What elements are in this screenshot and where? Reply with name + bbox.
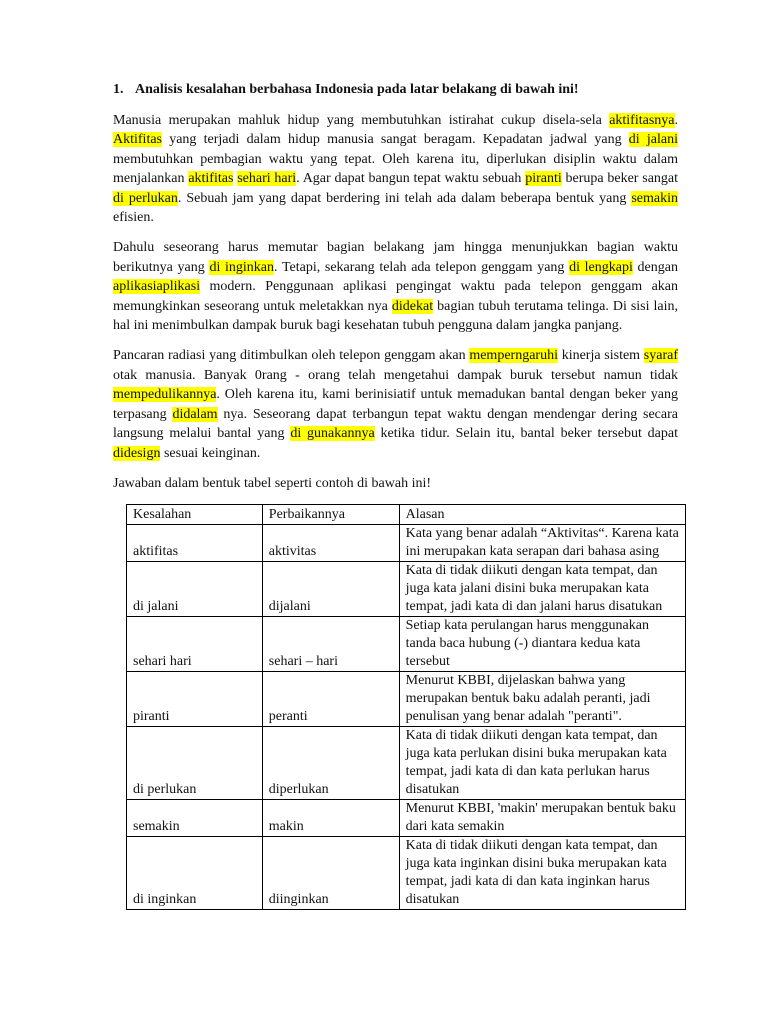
highlighted-error: piranti xyxy=(525,171,562,187)
question-number: 1. xyxy=(113,82,124,97)
paragraph-3: Pancaran radiasi yang ditimbulkan oleh telepon genggam akan memperngaruhi kinerja sistem syaraf otak manusia. Banyak 0rang - orang telah mengetahui dampak buruk tersebut namun tidak mempedulikannya. Oleh karena itu, kami berinisiatif untuk memadukan bantal dengan beker yang terpasang didalam nya. Seseorang dapat terbangun tepat waktu dengan mendengar dering secara langsung melalui bantal yang di gunakannya ketika tidur. Selain itu, bantal beker tersebut dapat didesign sesuai keinginan. xyxy=(113,348,678,461)
cell-reason: Kata yang benar adalah “Aktivitas“. Karena kata ini merupakan kata serapan dari bahasa asing xyxy=(399,525,685,562)
paragraph-1: Manusia merupakan mahluk hidup yang membutuhkan istirahat cukup disela-sela aktifitasnya. Aktifitas yang terjadi dalam hidup manusia sangat beragam. Kepadatan jadwal yang di jalani membutuhkan pembagian waktu yang tepat. Oleh karena itu, diperlukan disiplin waktu dalam menjalankan aktifitas sehari hari. Agar dapat bangun tepat waktu sebuah piranti berupa beker sangat di perlukan. Sebuah jam yang dapat berdering ini telah ada dalam beberapa bentuk yang semakin efisien. xyxy=(113,113,679,226)
cell-reason: Kata di tidak diikuti dengan kata tempat, dan juga kata perlukan disini buka merupakan kata tempat, jadi kata di dan kata perlukan harus disatukan xyxy=(399,727,685,800)
cell-reason: Setiap kata perulangan harus menggunakan tanda baca hubung (-) diantara kedua kata tersebut xyxy=(399,617,685,672)
cell-error: di inginkan xyxy=(127,837,263,910)
cell-fix: makin xyxy=(262,800,399,837)
cell-error: di perlukan xyxy=(127,727,263,800)
highlighted-error: di perlukan xyxy=(113,190,178,206)
question-heading xyxy=(113,80,678,99)
cell-fix: sehari – hari xyxy=(262,617,399,672)
instruction-text: Jawaban dalam bentuk tabel seperti contoh di bawah ini! xyxy=(113,475,432,491)
highlighted-error: di lengkapi xyxy=(569,259,633,275)
cell-fix: diinginkan xyxy=(262,837,399,910)
table-row xyxy=(127,800,686,837)
cell-fix: aktivitas xyxy=(262,525,399,562)
table-header-row xyxy=(127,505,686,525)
highlighted-error: syaraf xyxy=(643,348,678,364)
table-row xyxy=(127,837,686,910)
table-row xyxy=(127,672,686,727)
cell-reason: Menurut KBBI, 'makin' merupakan bentuk baku dari kata semakin xyxy=(399,800,685,837)
table-row xyxy=(127,727,686,800)
highlighted-error: Aktifitas xyxy=(113,132,162,148)
paragraph-2: Dahulu seseorang harus memutar bagian belakang jam hingga menunjukkan bagian waktu berikutnya yang di inginkan. Tetapi, sekarang telah ada telepon genggam yang di lengkapi dengan aplikasiaplikasi modern. Penggunaan aplikasi pengingat waktu pada telepon genggam akan memungkinkan seseorang untuk meletakkan nya didekat bagian tubuh terutama telinga. Di sisi lain, hal ini menimbulkan dampak buruk bagi kesehatan tubuh pengguna dalam jangka panjang. xyxy=(113,240,678,334)
highlighted-error: di jalani xyxy=(628,132,678,148)
header-alasan: Alasan xyxy=(399,505,685,525)
cell-reason: Menurut KBBI, dijelaskan bahwa yang merupakan bentuk baku adalah peranti, jadi penulisan yang benar adalah "peranti". xyxy=(399,672,685,727)
table-row xyxy=(127,562,686,617)
cell-error: di jalani xyxy=(127,562,263,617)
highlighted-error: memperngaruhi xyxy=(469,348,558,364)
cell-error: semakin xyxy=(127,800,263,837)
cell-fix: peranti xyxy=(262,672,399,727)
highlighted-error: aplikasiaplikasi xyxy=(113,279,201,295)
cell-error: aktifitas xyxy=(127,525,263,562)
table-row xyxy=(127,617,686,672)
highlighted-error: di gunakannya xyxy=(290,426,375,442)
answer-table xyxy=(126,504,686,910)
header-perbaikan: Perbaikannya xyxy=(262,505,399,525)
highlighted-error: didalam xyxy=(172,406,218,422)
highlighted-error: aktifitasnya xyxy=(609,113,675,128)
table-row xyxy=(127,525,686,562)
highlighted-error: mempedulikannya xyxy=(113,387,217,403)
cell-error: piranti xyxy=(127,672,263,727)
cell-reason: Kata di tidak diikuti dengan kata tempat, dan juga kata inginkan disini buka merupakan kata tempat, jadi kata di dan kata inginkan harus disatukan xyxy=(399,837,685,910)
cell-fix: diperlukan xyxy=(262,727,399,800)
highlighted-error: didesign xyxy=(113,445,161,461)
highlighted-error: didekat xyxy=(391,298,434,314)
highlighted-error: di inginkan xyxy=(209,259,275,275)
highlighted-error: sehari hari xyxy=(237,171,297,187)
highlighted-error: semakin xyxy=(631,190,678,206)
highlighted-error: aktifitas xyxy=(188,171,234,187)
cell-fix: dijalani xyxy=(262,562,399,617)
cell-error: sehari hari xyxy=(127,617,263,672)
header-kesalahan: Kesalahan xyxy=(127,505,263,525)
cell-reason: Kata di tidak diikuti dengan kata tempat, dan juga kata jalani disini buka merupakan kata tempat, jadi kata di dan jalani harus disatukan xyxy=(399,562,685,617)
question-title: Analisis kesalahan berbahasa Indonesia pada latar belakang di bawah ini! xyxy=(135,82,579,97)
